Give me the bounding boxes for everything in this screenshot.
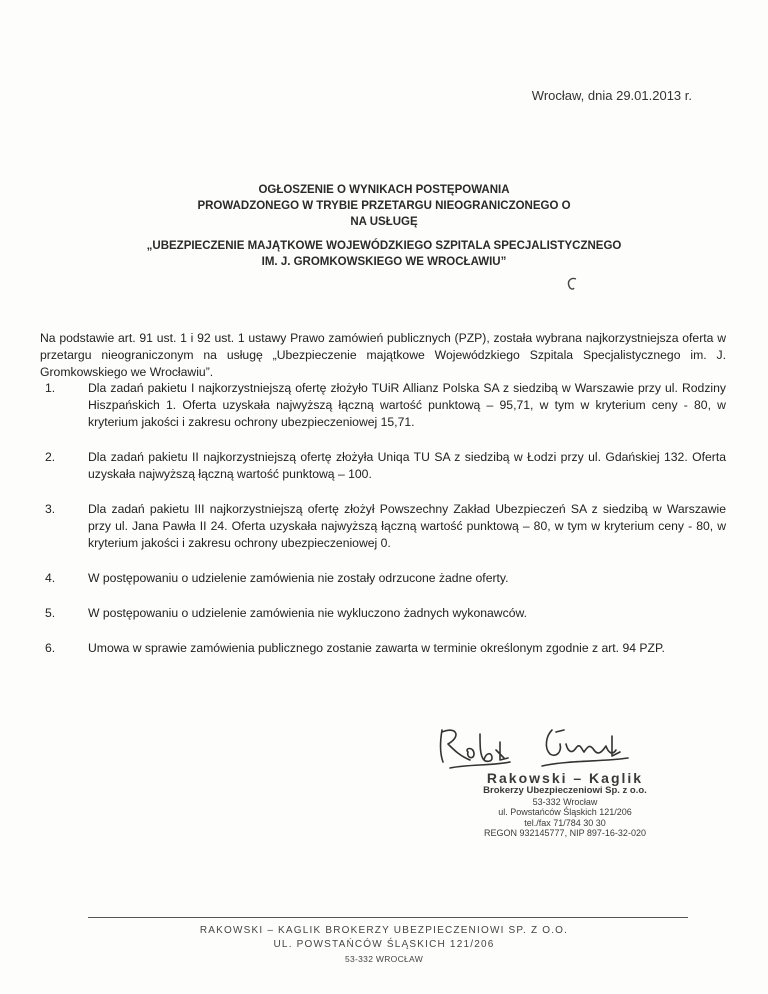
title-line-1: OGŁOSZENIE O WYNIKACH POSTĘPOWANIA <box>258 184 510 196</box>
footer-line-2: UL. POWSTAŃCÓW ŚLĄSKICH 121/206 <box>273 939 495 950</box>
stamp-line-3: ul. Powstańców Śląskich 121/206 <box>498 807 632 817</box>
list-item <box>40 570 726 587</box>
list-item <box>40 449 726 483</box>
list-item-number: 6. <box>45 641 56 655</box>
list-item-text: Umowa w sprawie zamówienia publicznego zostanie zawarta w terminie określonym zgodnie z art. 94 PZP. <box>88 641 665 655</box>
company-stamp <box>455 770 675 839</box>
stamp-line-2: 53-332 Wrocław <box>532 796 598 807</box>
page-footer <box>0 924 768 966</box>
announcement-title <box>0 182 768 230</box>
list-item-number: 1. <box>45 381 56 395</box>
list-item <box>40 380 726 431</box>
stamp-company-name: Rakowski – Kaglik <box>486 770 644 786</box>
results-list <box>40 380 726 657</box>
stamp-line-4: tel./fax 71/784 30 30 <box>524 817 606 828</box>
list-item-number: 2. <box>45 450 56 464</box>
footer-divider <box>88 917 688 918</box>
list-item-text: W postępowaniu o udzielenie zamówienia nie wykluczono żadnych wykonawców. <box>88 606 527 620</box>
intro-paragraph: Na podstawie art. 91 ust. 1 i 92 ust. 1 ustawy Prawo zamówień publicznych (PZP), została wybrana najkorzystniejsza oferta w przetargu nieograniczonym na usługę „Ubezpieczenie majątkowe Wojewódzkiego Szpitala Specjalistycznego im. J. Gromkowskiego we Wrocławiu”. <box>40 331 726 380</box>
subject-line-1: „UBEZPIECZENIE MAJĄTKOWE WOJEWÓDZKIEGO SZPITALA SPECJALISTYCZNEGO <box>146 240 622 252</box>
title-line-2: PROWADZONEGO W TRYBIE PRZETARGU NIEOGRANICZONEGO O <box>197 200 571 212</box>
footer-line-3: 53-332 WROCŁAW <box>344 954 424 964</box>
list-item-text: Dla zadań pakietu I najkorzystniejszą ofertę złożyło TUiR Allianz Polska SA z siedzibą w Warszawie przy ul. Rodziny Hiszpańskich 1. Oferta uzyskała najwyższą łączną wartość punktową – 95,71, w tym w kryterium ceny - 80, w kryterium jakości i zakresu ochrony ubezpieczeniowej 15,71. <box>88 381 726 429</box>
stamp-line-5: REGON 932145777, NIP 897-16-32-020 <box>484 828 646 838</box>
title-line-3: NA USŁUGĘ <box>350 216 418 228</box>
subject-line-2: IM. J. GROMKOWSKIEGO WE WROCŁAWIU” <box>261 256 507 268</box>
handwritten-mark <box>565 276 581 294</box>
list-item <box>40 501 726 552</box>
footer-line-1: RAKOWSKI – KAGLIK BROKERZY UBEZPIECZENIOWI SP. Z O.O. <box>199 925 569 936</box>
list-item-number: 4. <box>45 571 56 585</box>
list-item-text: Dla zadań pakietu II najkorzystniejszą ofertę złożyła Uniqa TU SA z siedzibą w Łodzi przy ul. Gdańskiej 132. Oferta uzyskała najwyższą łączną wartość punktową – 100. <box>88 450 726 481</box>
stamp-line-1: Brokerzy Ubezpieczeniowi Sp. z o.o. <box>483 785 647 796</box>
list-item-text: Dla zadań pakietu III najkorzystniejszą ofertę złożył Powszechny Zakład Ubezpieczeń SA z siedzibą w Warszawie przy ul. Jana Pawła II 24. Oferta uzyskała najwyższą łączną wartość punktową – 80, w tym w kryterium ceny - 80, w kryterium jakości i zakresu ochrony ubezpieczeniowej 0. <box>88 502 726 550</box>
announcement-subject <box>0 238 768 270</box>
list-item <box>40 605 726 622</box>
document-date: Wrocław, dnia 29.01.2013 r. <box>531 88 692 103</box>
list-item-text: W postępowaniu o udzielenie zamówienia nie zostały odrzucone żadne oferty. <box>88 571 509 585</box>
list-item-number: 5. <box>45 606 56 620</box>
list-item-number: 3. <box>45 502 56 516</box>
list-item <box>40 640 726 657</box>
